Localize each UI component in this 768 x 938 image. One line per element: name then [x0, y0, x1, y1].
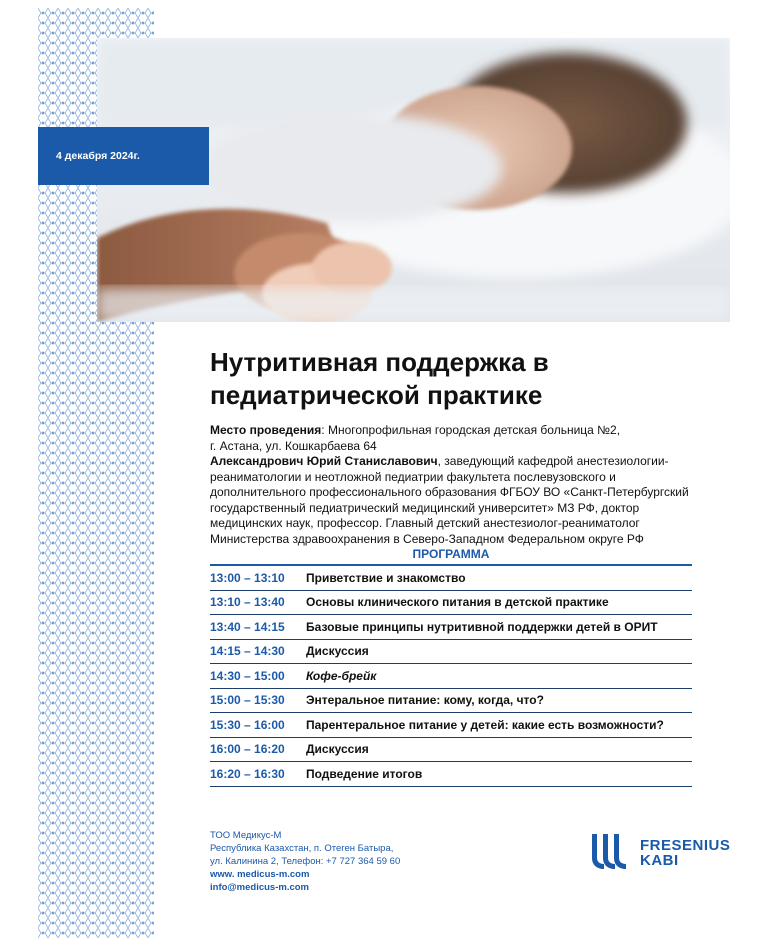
- speaker-bio-3: дополнительного профессионального образования ФГБОУ ВО «Санкт-Петербургский: [210, 485, 689, 499]
- program-schedule: [210, 566, 692, 787]
- schedule-topic: Основы клинического питания в детской практике: [306, 595, 609, 610]
- schedule-time: 14:30 – 15:00: [210, 668, 285, 683]
- schedule-row: [210, 689, 692, 714]
- schedule-row: [210, 591, 692, 616]
- schedule-time: 13:00 – 13:10: [210, 570, 285, 585]
- speaker-name: Александрович Юрий Станиславович: [210, 454, 438, 468]
- schedule-topic: Кофе-брейк: [306, 668, 377, 683]
- footer-contacts: [210, 829, 470, 894]
- schedule-topic: Приветствие и знакомство: [306, 570, 466, 585]
- logo-line-1: FRESENIUS: [640, 837, 731, 854]
- address-line-1: Республика Казахстан, п. Отеген Батыра,: [210, 843, 394, 854]
- schedule-topic: Подведение итогов: [306, 766, 423, 781]
- schedule-topic: Дискуссия: [306, 742, 369, 757]
- venue-label: Место проведения: [210, 423, 322, 437]
- venue-address: г. Астана, ул. Кошкарбаева 64: [210, 438, 377, 453]
- speaker-bio-6: Министерства здравоохранения в Северо-Западном Федеральном округе РФ: [210, 531, 644, 546]
- schedule-time: 15:00 – 15:30: [210, 693, 285, 708]
- schedule-row: [210, 713, 692, 738]
- event-info: [210, 423, 720, 547]
- schedule-topic: Энтеральное питание: кому, когда, что?: [306, 693, 544, 708]
- event-title: [210, 346, 710, 412]
- program-heading: ПРОГРАММА: [412, 547, 490, 561]
- schedule-row: [210, 762, 692, 787]
- logo-line-2: KABI: [640, 852, 679, 869]
- schedule-row: [210, 566, 692, 591]
- company-name: ТОО Медикус-М: [210, 830, 282, 841]
- schedule-time: 13:40 – 14:15: [210, 619, 285, 634]
- speaker-line: [210, 454, 720, 470]
- schedule-time: 14:15 – 14:30: [210, 644, 285, 659]
- schedule-row: [210, 664, 692, 689]
- fresenius-kabi-logo-mark-icon: [590, 832, 630, 872]
- title-line-2: педиатрической практике: [210, 380, 543, 410]
- speaker-bio-5: медицинских наук, профессор. Главный детский анестезиолог-реаниматолог: [210, 516, 640, 530]
- title-line-1: Нутритивная поддержка в: [210, 347, 549, 377]
- venue-text: : Многопрофильная городская детская больница №2,: [321, 423, 621, 437]
- event-date-banner: [38, 127, 209, 185]
- logo-wordmark: [640, 838, 730, 868]
- address-line-2: ул. Калинина 2, Телефон: +7 727 364 59 60: [210, 856, 401, 867]
- schedule-time: 16:00 – 16:20: [210, 742, 285, 757]
- www-prefix: www.: [210, 869, 235, 880]
- email-link[interactable]: info@medicus-m.com: [210, 882, 309, 893]
- schedule-row: [210, 640, 692, 665]
- fresenius-kabi-logo: [590, 832, 740, 872]
- schedule-topic: Парентеральное питание у детей: какие есть возможности?: [306, 717, 664, 732]
- schedule-row: [210, 615, 692, 640]
- website-link[interactable]: medicus-m.com: [237, 869, 310, 880]
- website-line[interactable]: [210, 868, 470, 881]
- schedule-time: 16:20 – 16:30: [210, 766, 285, 781]
- schedule-time: 13:10 – 13:40: [210, 595, 285, 610]
- schedule-time: 15:30 – 16:00: [210, 717, 285, 732]
- venue-line: [210, 423, 720, 439]
- speaker-bio-4: государственный педиатрический медицинский университет» МЗ РФ, доктор: [210, 500, 640, 515]
- schedule-topic: Дискуссия: [306, 644, 369, 659]
- schedule-row: [210, 738, 692, 763]
- speaker-bio-2: реаниматологии и неотложной педиатрии факультета послевузовского и: [210, 469, 616, 484]
- schedule-topic: Базовые принципы нутритивной поддержки детей в ОРИТ: [306, 619, 658, 634]
- event-date: 4 декабря 2024г.: [56, 150, 140, 162]
- speaker-bio-1: , заведующий кафедрой анестезиологии-: [437, 454, 669, 468]
